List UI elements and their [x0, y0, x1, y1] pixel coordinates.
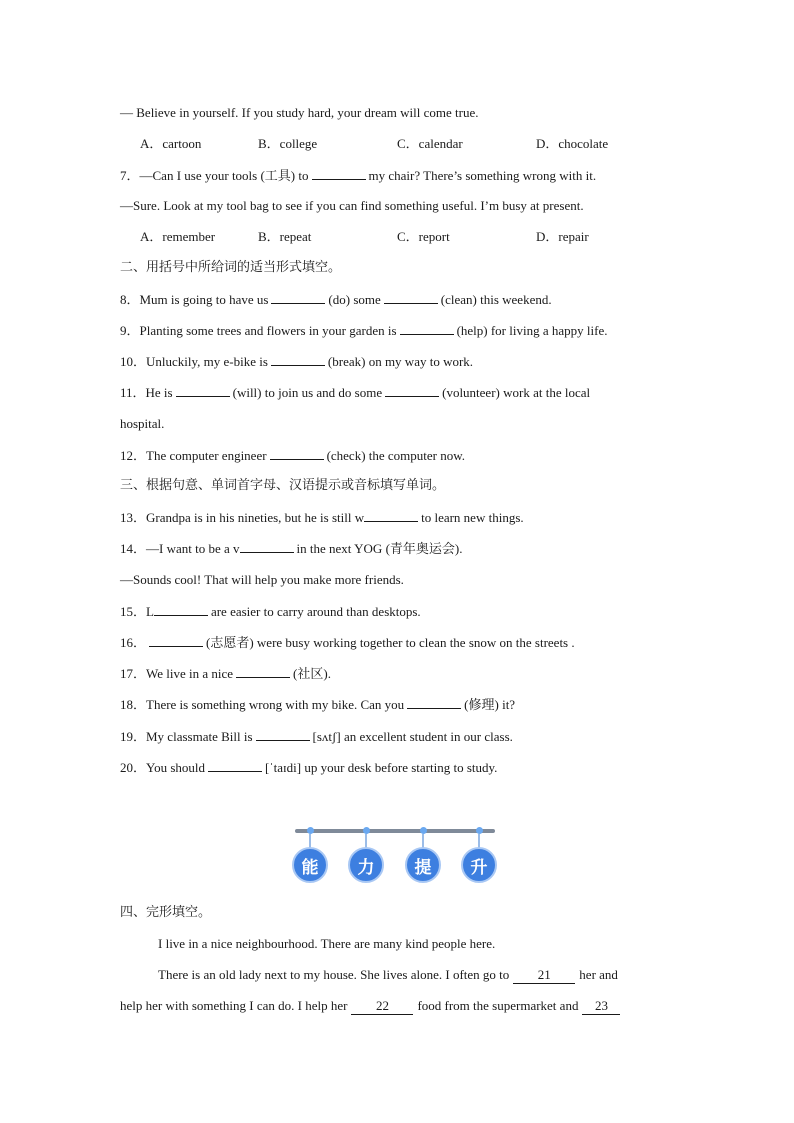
banner-stem — [365, 834, 367, 848]
banner-char-badge: 能 — [292, 847, 328, 883]
q19 — [120, 728, 513, 745]
banner-pin — [420, 827, 427, 834]
q17-blank[interactable] — [236, 665, 290, 678]
q7-option-b[interactable]: B．repeat — [258, 229, 312, 244]
q7-number: 7． — [120, 168, 140, 183]
passage-text: her and — [579, 967, 618, 982]
q7-answer-blank[interactable] — [312, 167, 366, 180]
q19-blank[interactable] — [256, 728, 310, 741]
q11 — [120, 384, 590, 401]
q19-text-1: 19．My classmate Bill is — [120, 729, 253, 744]
banner-stem — [478, 834, 480, 848]
q6-option-c[interactable]: C．calendar — [397, 136, 463, 151]
q10-text-2: (break) on my way to work. — [327, 354, 474, 369]
q7-stem-part1: —Can I use your tools (工具) to — [139, 168, 309, 183]
banner-stem — [422, 834, 424, 848]
q18-blank[interactable] — [407, 696, 461, 709]
q11-text-3: (volunteer) work at the local — [442, 385, 591, 400]
q8-text-1: 8．Mum is going to have us — [120, 292, 269, 307]
q9 — [120, 322, 607, 339]
q16-blank[interactable] — [149, 634, 203, 647]
passage-text: There is an old lady next to my house. She lives alone. I often go to — [158, 967, 510, 982]
q20-blank[interactable] — [208, 759, 262, 772]
q20-text-1: 20．You should — [120, 760, 206, 775]
q19-text-2: [sʌtʃ] an excellent student in our class. — [312, 729, 513, 744]
q14-blank[interactable] — [240, 540, 294, 553]
q10-text-1: 10．Unluckily, my e-bike is — [120, 354, 268, 369]
q13 — [120, 509, 524, 526]
q7-option-d[interactable]: D．repair — [536, 229, 589, 244]
q8-text-2: (do) some — [328, 292, 381, 307]
q7-stem-part2: my chair? There’s something wrong with it. — [368, 168, 597, 183]
q11-text-1: 11．He is — [120, 385, 173, 400]
q9-text-2: (help) for living a happy life. — [456, 323, 608, 338]
q11-text-2: (will) to join us and do some — [232, 385, 383, 400]
q14 — [120, 540, 462, 557]
q12 — [120, 447, 465, 464]
q17-text-2: (社区). — [293, 666, 331, 681]
q7-reply: —Sure. Look at my tool bag to see if you can find something useful. I’m busy at present. — [120, 198, 584, 213]
q16-text-1: 16． — [120, 635, 147, 650]
section-4-title: 四、完形填空。 — [120, 905, 212, 920]
q11-continuation: hospital. — [120, 416, 165, 431]
q8-text-3: (clean) this weekend. — [440, 292, 552, 307]
banner-char-badge: 提 — [405, 847, 441, 883]
q14-text-2: in the next YOG (青年奥运会). — [296, 541, 463, 556]
banner-char-badge: 力 — [348, 847, 384, 883]
q18 — [120, 696, 515, 713]
q14-text-1: 14．—I want to be a v — [120, 541, 240, 556]
q20 — [120, 759, 497, 776]
q6-option-b[interactable]: B．college — [258, 136, 318, 151]
q13-text-2: to learn new things. — [421, 510, 524, 525]
q20-text-2: [ˈtaɪdi] up your desk before starting to study. — [265, 760, 498, 775]
q16 — [120, 634, 575, 651]
q11-blank-1[interactable] — [176, 384, 230, 397]
q11-blank-2[interactable] — [385, 384, 439, 397]
banner-bar — [295, 829, 495, 833]
q6-option-a[interactable]: A．cartoon — [140, 136, 202, 151]
banner-pin — [476, 827, 483, 834]
passage-line-3 — [120, 998, 620, 1015]
q13-blank[interactable] — [364, 509, 418, 522]
cloze-blank-22[interactable]: 22 — [351, 998, 413, 1015]
q8-blank-2[interactable] — [384, 291, 438, 304]
q15-blank[interactable] — [154, 603, 208, 616]
banner-pin — [307, 827, 314, 834]
q17 — [120, 665, 331, 682]
q10 — [120, 353, 473, 370]
q6-reply: — Believe in yourself. If you study hard, your dream will come true. — [120, 105, 479, 120]
q15-text-2: are easier to carry around than desktops. — [210, 604, 421, 619]
q8-blank-1[interactable] — [271, 291, 325, 304]
passage-line-2 — [158, 967, 618, 984]
q10-blank[interactable] — [271, 353, 325, 366]
section-3-title: 三、根据句意、单词首字母、汉语提示或音标填写单词。 — [120, 478, 446, 493]
q6-option-d[interactable]: D．chocolate — [536, 136, 609, 151]
q14-reply: —Sounds cool! That will help you make more friends. — [120, 572, 404, 587]
q18-text-2: (修理) it? — [464, 697, 516, 712]
q15-text-1: 15．L — [120, 604, 154, 619]
banner-stem — [309, 834, 311, 848]
q8 — [120, 291, 552, 308]
banner-pin — [363, 827, 370, 834]
q13-text-1: 13．Grandpa is in his nineties, but he is still w — [120, 510, 365, 525]
q12-blank[interactable] — [270, 447, 324, 460]
q17-text-1: 17．We live in a nice — [120, 666, 234, 681]
q12-text-2: (check) the computer now. — [326, 448, 466, 463]
q7-option-a[interactable]: A．remember — [140, 229, 216, 244]
q12-text-1: 12．The computer engineer — [120, 448, 267, 463]
passage-text: help her with something I can do. I help her — [120, 998, 348, 1013]
cloze-blank-23[interactable]: 23 — [582, 998, 620, 1015]
cloze-blank-21[interactable]: 21 — [513, 967, 575, 984]
q7-option-c[interactable]: C．report — [397, 229, 450, 244]
q16-text-2: (志愿者) were busy working together to clean the snow on the streets . — [206, 635, 575, 650]
passage-line-1: I live in a nice neighbourhood. There are many kind people here. — [158, 936, 496, 951]
q9-blank[interactable] — [400, 322, 454, 335]
banner-char-badge: 升 — [461, 847, 497, 883]
q7-stem — [120, 167, 596, 184]
q18-text-1: 18．There is something wrong with my bike. Can you — [120, 697, 405, 712]
passage-text: food from the supermarket and — [417, 998, 579, 1013]
q15 — [120, 603, 421, 620]
ability-banner — [290, 826, 500, 886]
section-2-title: 二、用括号中所给词的适当形式填空。 — [120, 260, 342, 275]
q9-text-1: 9．Planting some trees and flowers in your garden is — [120, 323, 397, 338]
